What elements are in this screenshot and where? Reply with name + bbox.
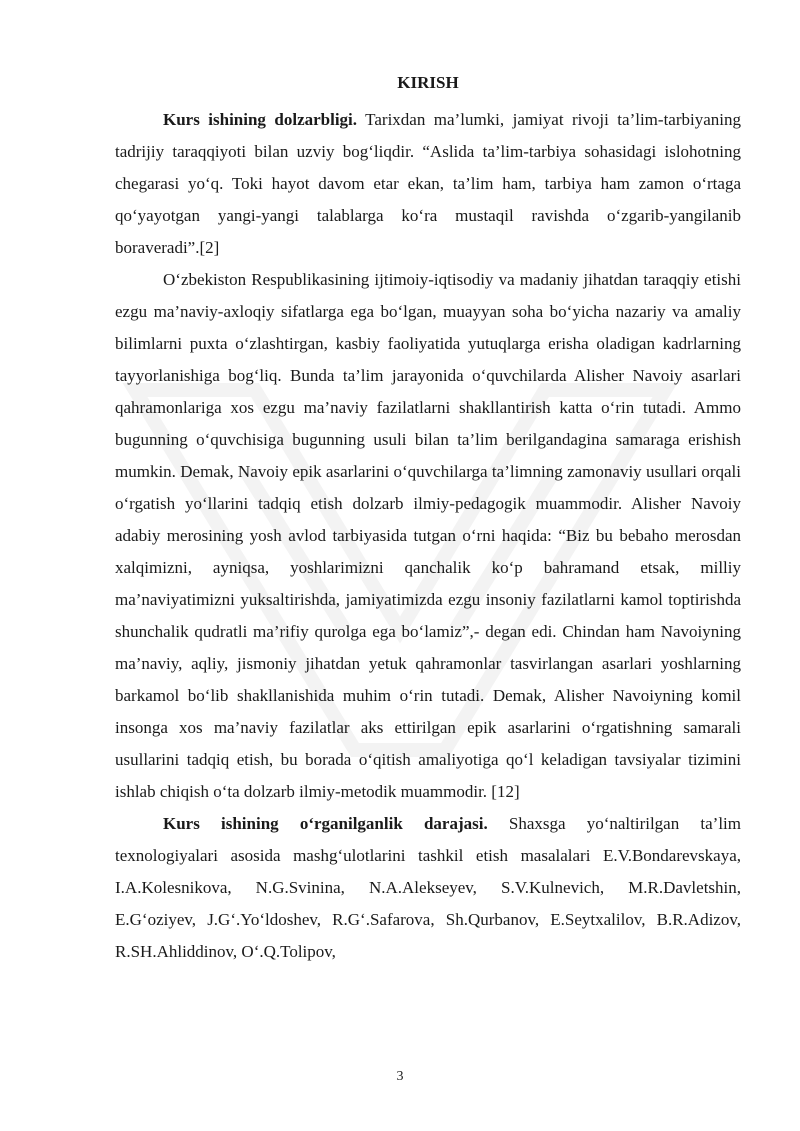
paragraph-text-study-level: Shaxsga yo‘naltirilgan ta’lim texnologiyalari asosida mashg‘ulotlarini tashkil etish masalalari E.V.Bondarevskaya, I.A.Kolesnikova, N.G.Svinina, N.A.Alekseyev, S.V.Kulnevich, M.R.Davletshin, E.G‘oziyev, J.G‘.Yo‘ldoshev, R.G‘.Safarova, Sh.Qurbanov, E.Seytxalilov, B.R.Adizov, R.SH.Ahliddinov, O‘.Q.Tolipov,: [115, 814, 741, 961]
paragraph-study-level: [115, 808, 741, 968]
paragraph-main: [115, 264, 741, 808]
paragraph-relevance: [115, 104, 741, 264]
document-body: [115, 70, 741, 968]
paragraph-text-relevance: Tarixdan ma’lumki, jamiyat rivoji ta’lim-tarbiyaning tadrijiy taraqqiyoti bilan uzviy bog‘liqdir. “Aslida ta’lim-tarbiya sohasidagi islohotning chegarasi yo‘q. Toki hayot davom etar ekan, ta’lim ham, tarbiya ham zamon o‘rtaga qo‘yayotgan yangi-yangi talablarga ko‘ra mustaqil ravishda o‘zgarib-yangilanib boraveradi”.[2]: [115, 110, 741, 257]
paragraph-lead-study-level: Kurs ishining o‘rganilganlik darajasi.: [163, 814, 488, 833]
paragraph-text-main: O‘zbekiston Respublikasining ijtimoiy-iqtisodiy va madaniy jihatdan taraqqiy etishi ezgu ma’naviy-axloqiy sifatlarga ega bo‘lgan, muayyan soha bo‘yicha nazariy va amaliy bilimlarni puxta o‘zlashtirgan, kasbiy faoliyatida yutuqlarga erisha oladigan kadrlarning tayyorlanishiga bog‘liq. Bunda ta’lim jarayonida o‘quvchilarda Alisher Navoiy asarlari qahramonlariga xos ezgu ma’naviy fazilatlarni shakllantirish katta o‘rin tutadi. Ammo bugunning o‘quvchisiga bugunning usuli bilan ta’lim berilgandagina samaraga erishish mumkin. Demak, Navoiy epik asarlarini o‘quvchilarga ta’limning zamonaviy usullari orqali o‘rgatish yo‘llarini tadqiq etish dolzarb ilmiy-pedagogik muammodir. Alisher Navoiy adabiy merosining yosh avlod tarbiyasida tutgan o‘rni haqida: “Biz bu bebaho merosdan xalqimizni, ayniqsa, yoshlarimizni qanchalik ko‘p bahramand etsak, milliy ma’naviyatimizni yuksaltirishda, jamiyatimizda ezgu insoniy fazilatlarni kamol toptirishda shunchalik qudratli ma’rifiy qurolga ega bo‘lamiz”,- degan edi. Chindan ham Navoiyning ma’naviy, aqliy, jismoniy jihatdan yetuk qahramonlar tasvirlangan asarlari yoshlarning barkamol bo‘lib shakllanishida muhim o‘rin tutadi. Demak, Alisher Navoiyning komil insonga xos ma’naviy fazilatlar aks ettirilgan epik asarlarini o‘rgatishning samarali usullarini tadqiq etish, bu borada o‘qitish amaliyotiga qo‘l keladigan tavsiyalar tizimini ishlab chiqish o‘ta dolzarb ilmiy-metodik muammodir. [12]: [115, 270, 741, 801]
page-number: 3: [396, 1069, 404, 1084]
section-heading: KIRISH: [397, 73, 459, 92]
paragraph-lead-relevance: Kurs ishining dolzarbligi.: [163, 110, 358, 129]
